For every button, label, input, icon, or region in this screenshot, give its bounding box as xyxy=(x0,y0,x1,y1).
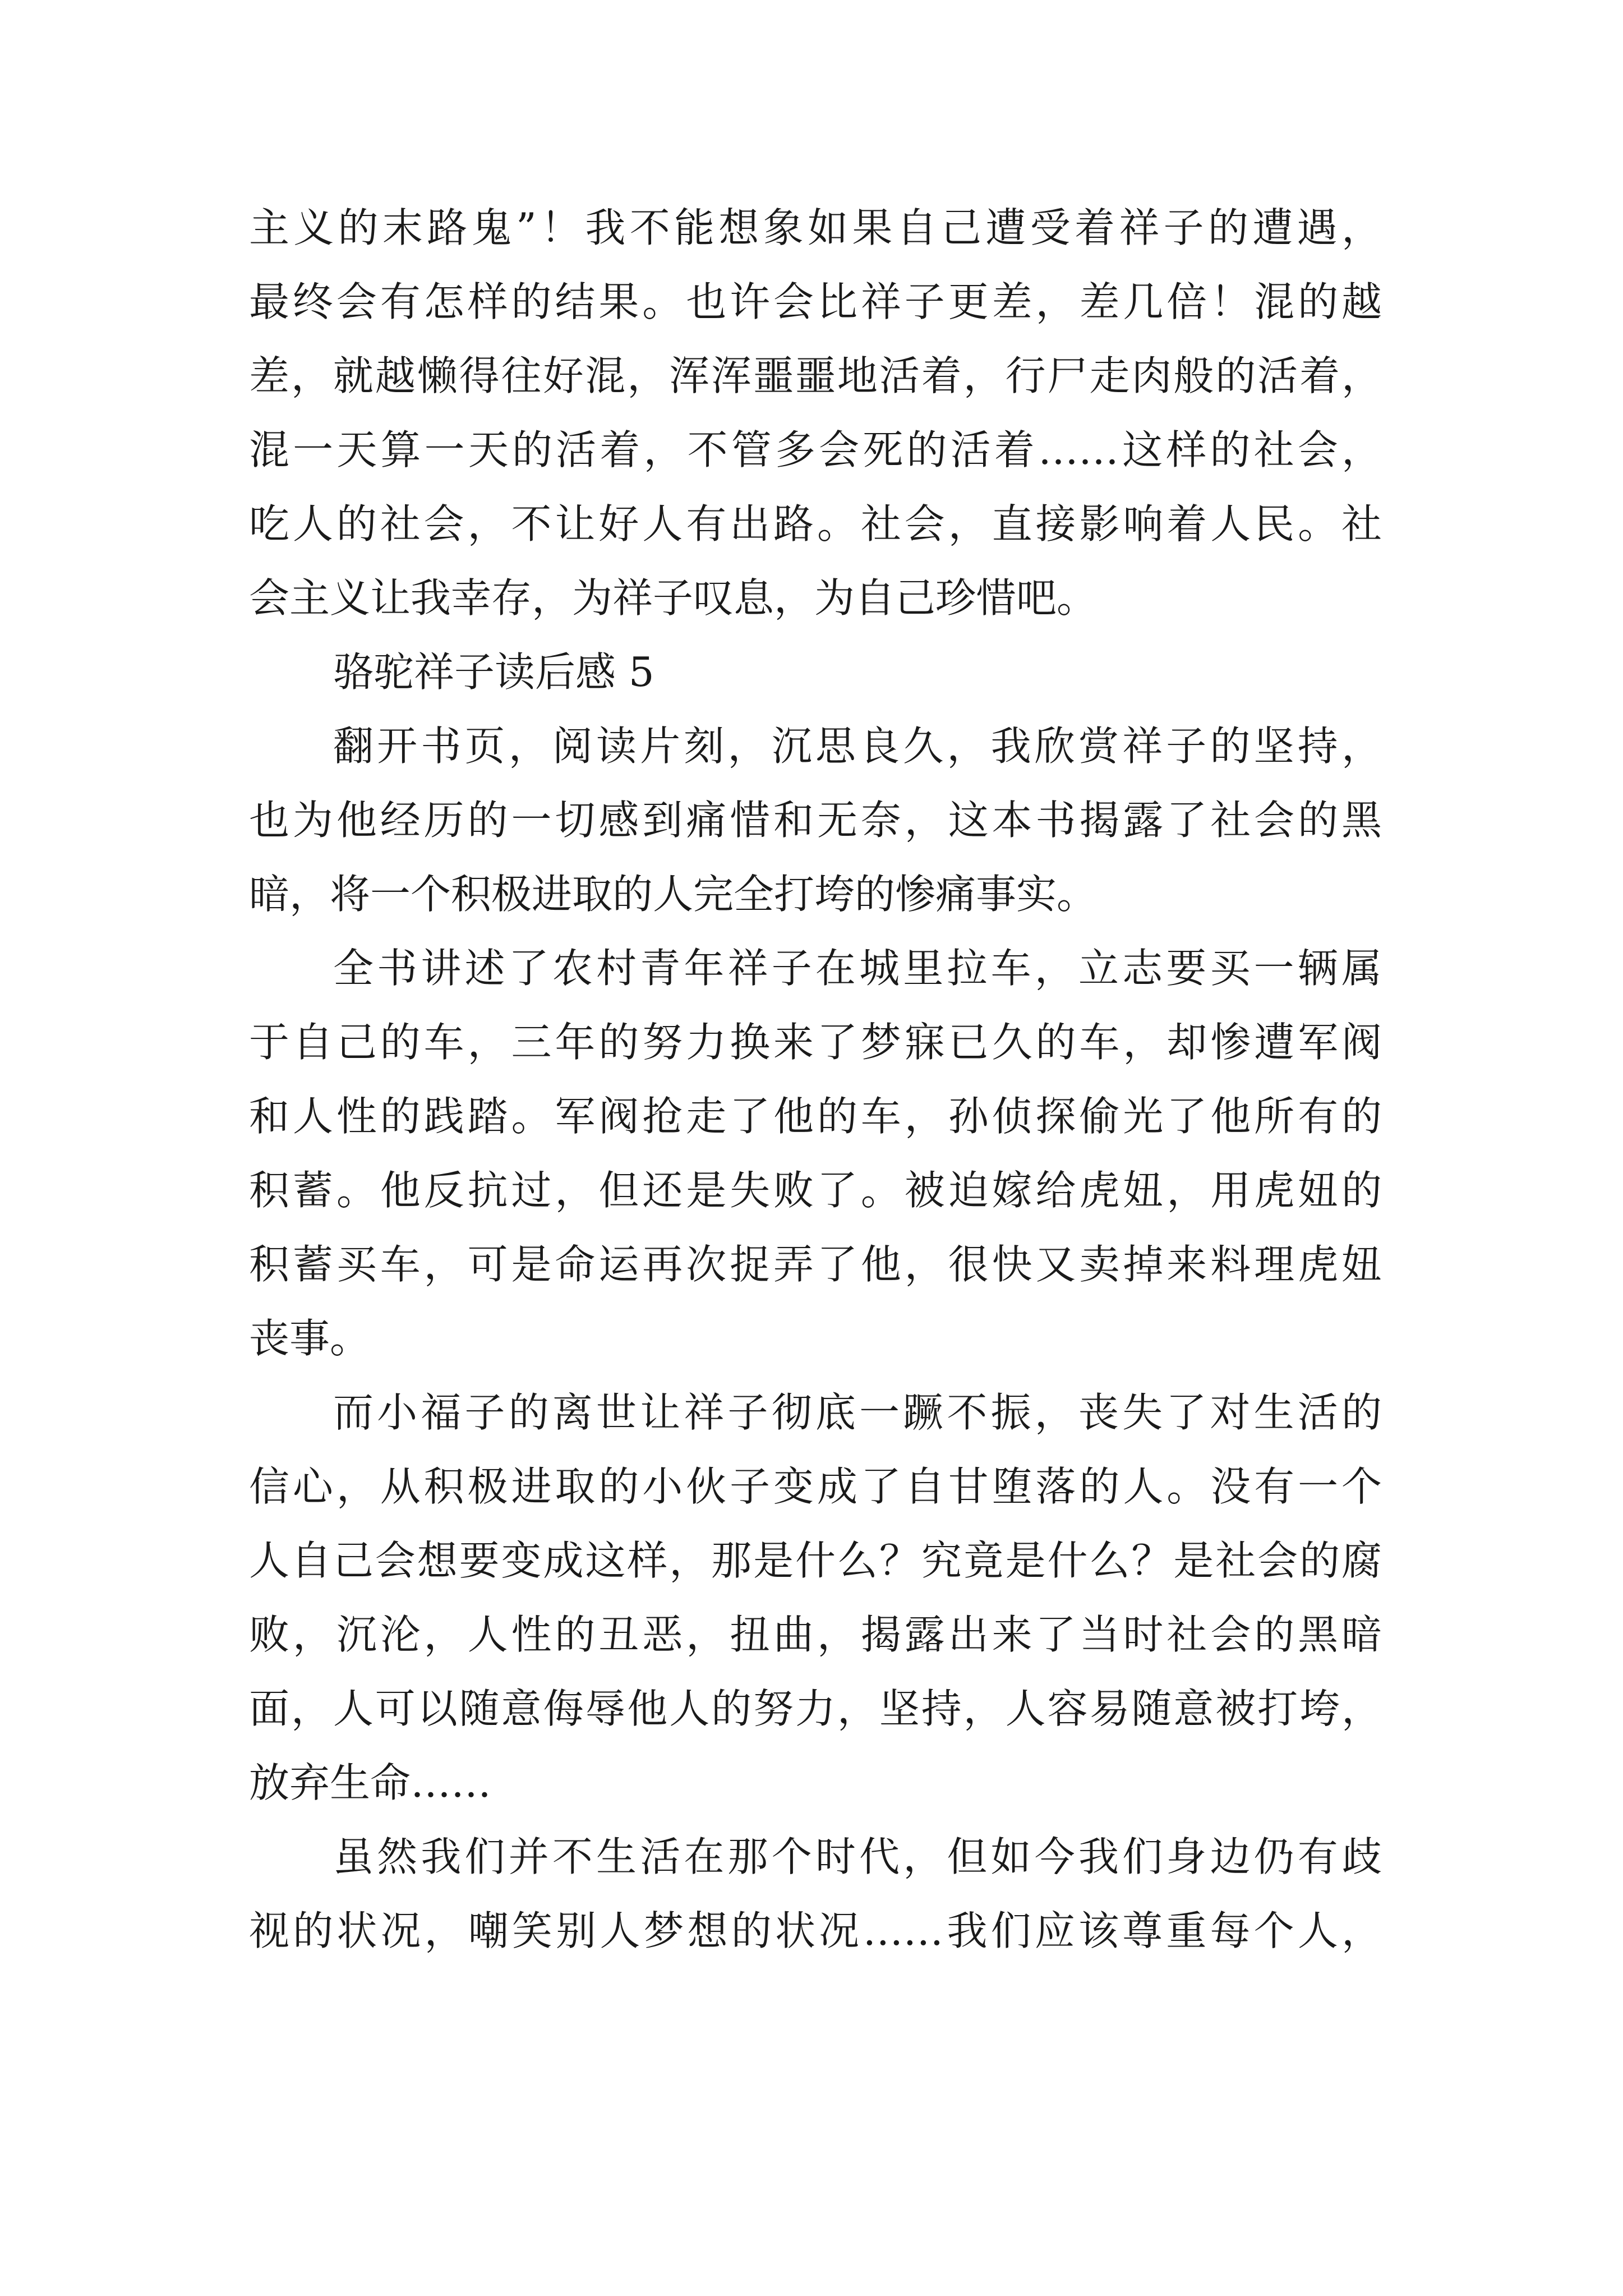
text-line: 和人性的践踏。军阀抢走了他的车，孙侦探偷光了他所有的 xyxy=(249,1093,1382,1140)
text-line: 差，就越懒得往好混，浑浑噩噩地活着，行尸走肉般的活着， xyxy=(249,352,1382,399)
paragraph xyxy=(249,931,1382,1375)
text-line: 于自己的车，三年的努力换来了梦寐已久的车，却惨遭军阀 xyxy=(249,1019,1382,1066)
text-line: 暗，将一个积极进取的人完全打垮的惨痛事实。 xyxy=(249,871,1098,918)
text-line: 主义的末路鬼”！我不能想象如果自己遭受着祥子的遭遇， xyxy=(249,204,1382,251)
text-line: 放弃生命…… xyxy=(249,1759,492,1806)
text-line: 全书讲述了农村青年祥子在城里拉车，立志要买一辆属 xyxy=(333,945,1382,992)
text-line: 败，沉沦，人性的丑恶，扭曲，揭露出来了当时社会的黑暗 xyxy=(249,1611,1382,1658)
text-line: 面，人可以随意侮辱他人的努力，坚持，人容易随意被打垮， xyxy=(249,1685,1382,1732)
text-line: 虽然我们并不生活在那个时代，但如今我们身边仍有歧 xyxy=(333,1833,1382,1880)
text-line: 丧事。 xyxy=(249,1315,371,1362)
paragraph xyxy=(249,1375,1382,1820)
paragraph xyxy=(249,1820,1382,1968)
text-line: 翻开书页，阅读片刻，沉思良久，我欣赏祥子的坚持， xyxy=(333,723,1382,770)
section-heading: 骆驼祥子读后感 5 xyxy=(333,648,654,696)
text-line: 人自己会想要变成这样，那是什么？究竟是什么？是社会的腐 xyxy=(249,1537,1382,1584)
paragraph xyxy=(249,191,1382,635)
text-line: 信心，从积极进取的小伙子变成了自甘堕落的人。没有一个 xyxy=(249,1463,1382,1510)
text-line: 吃人的社会，不让好人有出路。社会，直接影响着人民。社 xyxy=(249,500,1382,547)
text-line: 而小福子的离世让祥子彻底一蹶不振，丧失了对生活的 xyxy=(333,1389,1382,1436)
document-body xyxy=(249,191,1382,1968)
text-line: 会主义让我幸存，为祥子叹息，为自己珍惜吧。 xyxy=(249,574,1098,622)
text-line: 最终会有怎样的结果。也许会比祥子更差，差几倍！混的越 xyxy=(249,278,1382,325)
text-line: 视的状况，嘲笑别人梦想的状况……我们应该尊重每个人， xyxy=(249,1907,1382,1954)
text-line: 积蓄。他反抗过，但还是失败了。被迫嫁给虎妞，用虎妞的 xyxy=(249,1167,1382,1214)
text-line: 混一天算一天的活着，不管多会死的活着……这样的社会， xyxy=(249,426,1382,473)
text-line: 积蓄买车，可是命运再次捉弄了他，很快又卖掉来料理虎妞 xyxy=(249,1241,1382,1288)
paragraph xyxy=(249,709,1382,931)
text-line: 也为他经历的一切感到痛惜和无奈，这本书揭露了社会的黑 xyxy=(249,797,1382,844)
